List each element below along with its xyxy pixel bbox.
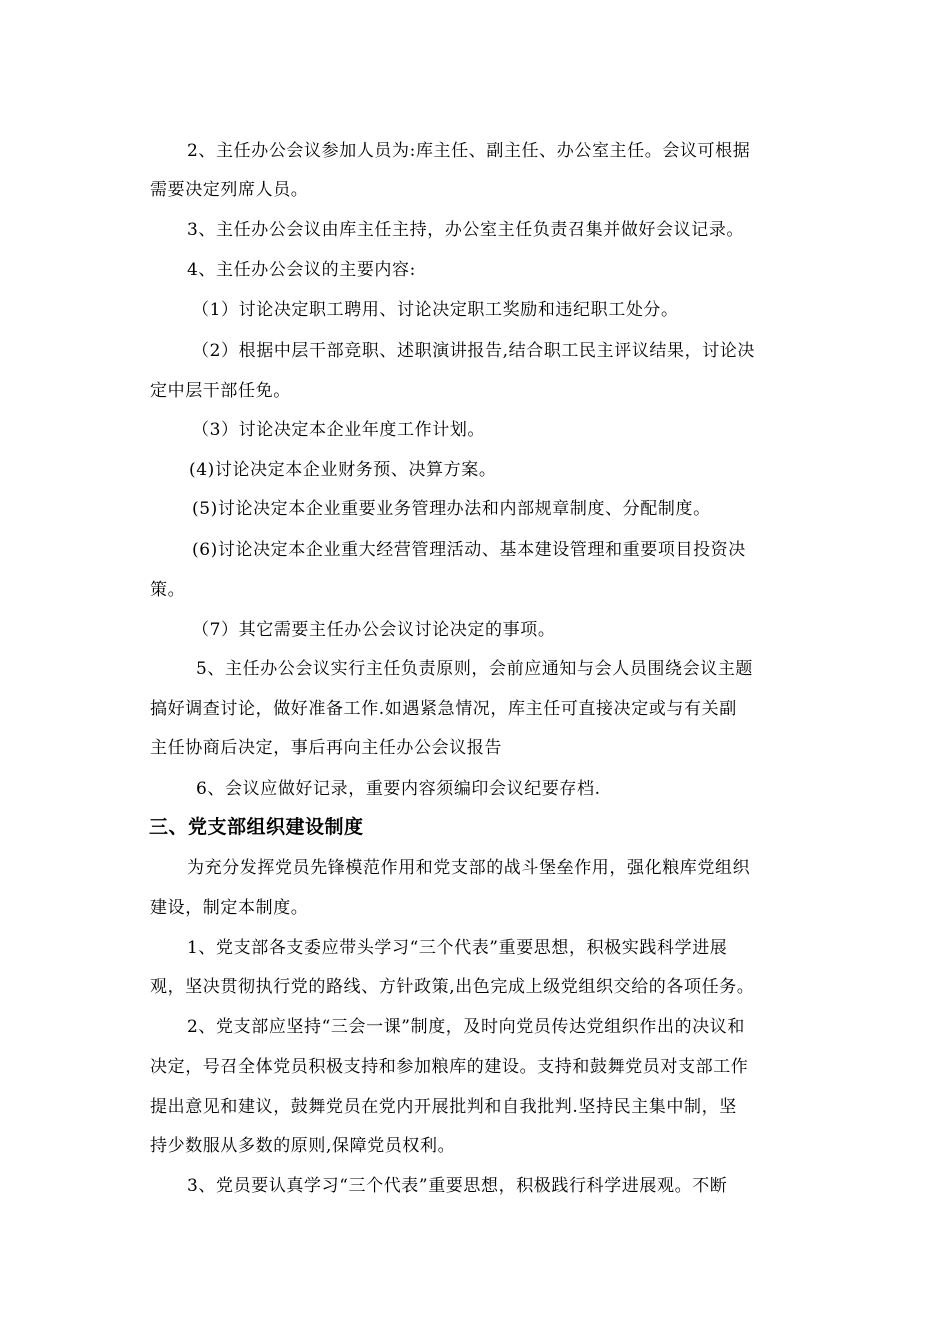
section-three-heading: 三、党支部组织建设制度 bbox=[149, 816, 364, 838]
section-three-item-1-line-1: 1、党支部各支委应带头学习“三个代表”重要思想，积极实践科学进展 bbox=[187, 938, 728, 958]
list-item-sub-4: (4)讨论决定本企业财务预、决算方案。 bbox=[189, 460, 497, 480]
paragraph-item-5-line-3: 主任协商后决定，事后再向主任办公会议报告 bbox=[150, 738, 502, 758]
paragraph-item-2-line-2: 需要决定列席人员。 bbox=[150, 180, 309, 200]
section-three-item-1-line-2: 观，坚决贯彻执行党的路线、方针政策,出色完成上级党组织交给的各项任务。 bbox=[150, 977, 755, 997]
list-item-sub-6-line-2: 策。 bbox=[150, 580, 186, 600]
paragraph-item-5-line-1: 5、主任办公会议实行主任负责原则，会前应通知与会人员围绕会议主题 bbox=[196, 659, 754, 679]
list-item-sub-1: （1）讨论决定职工聘用、讨论决定职工奖励和违纪职工处分。 bbox=[192, 300, 679, 320]
paragraph-item-5-line-2: 搞好调查讨论，做好准备工作.如遇紧急情况，库主任可直接决定或与有关副 bbox=[150, 699, 737, 719]
paragraph-item-2-line-1: 2、主任办公会议参加人员为:库主任、副主任、办公室主任。会议可根据 bbox=[187, 141, 751, 161]
section-three-item-2-line-3: 提出意见和建议，鼓舞党员在党内开展批判和自我批判.坚持民主集中制，坚 bbox=[150, 1097, 737, 1117]
list-item-sub-2-line-1: （2）根据中层干部竞职、述职演讲报告,结合职工民主评议结果，讨论决 bbox=[192, 341, 756, 361]
section-three-item-2-line-1: 2、党支部应坚持“三会一课”制度，及时向党员传达党组织作出的决议和 bbox=[187, 1017, 745, 1037]
paragraph-item-6: 6、会议应做好记录，重要内容须编印会议纪要存档. bbox=[196, 779, 601, 799]
section-three-intro-line-2: 建设，制定本制度。 bbox=[150, 898, 309, 918]
section-three-item-2-line-4: 持少数服从多数的原则,保障党员权利。 bbox=[150, 1136, 456, 1156]
section-three-item-2-line-2: 决定，号召全体党员积极支持和参加粮库的建设。支持和鼓舞党员对支部工作 bbox=[150, 1057, 749, 1077]
list-item-sub-7: （7）其它需要主任办公会议讨论决定的事项。 bbox=[192, 620, 556, 640]
paragraph-item-3: 3、主任办公会议由库主任主持，办公室主任负责召集并做好会议记录。 bbox=[187, 220, 745, 240]
section-three-intro-line-1: 为充分发挥党员先锋模范作用和党支部的战斗堡垒作用，强化粮库党组织 bbox=[187, 858, 751, 878]
list-item-sub-6-line-1: (6)讨论决定本企业重大经营管理活动、基本建设管理和重要项目投资决 bbox=[192, 540, 746, 560]
section-three-item-3-line-1: 3、党员要认真学习“三个代表”重要思想，积极践行科学进展观。不断 bbox=[187, 1176, 728, 1196]
list-item-sub-5: (5)讨论决定本企业重要业务管理办法和内部规章制度、分配制度。 bbox=[192, 499, 711, 519]
paragraph-item-4: 4、主任办公会议的主要内容: bbox=[187, 260, 416, 280]
list-item-sub-2-line-2: 定中层干部任免。 bbox=[150, 381, 291, 401]
list-item-sub-3: （3）讨论决定本企业年度工作计划。 bbox=[192, 420, 486, 440]
